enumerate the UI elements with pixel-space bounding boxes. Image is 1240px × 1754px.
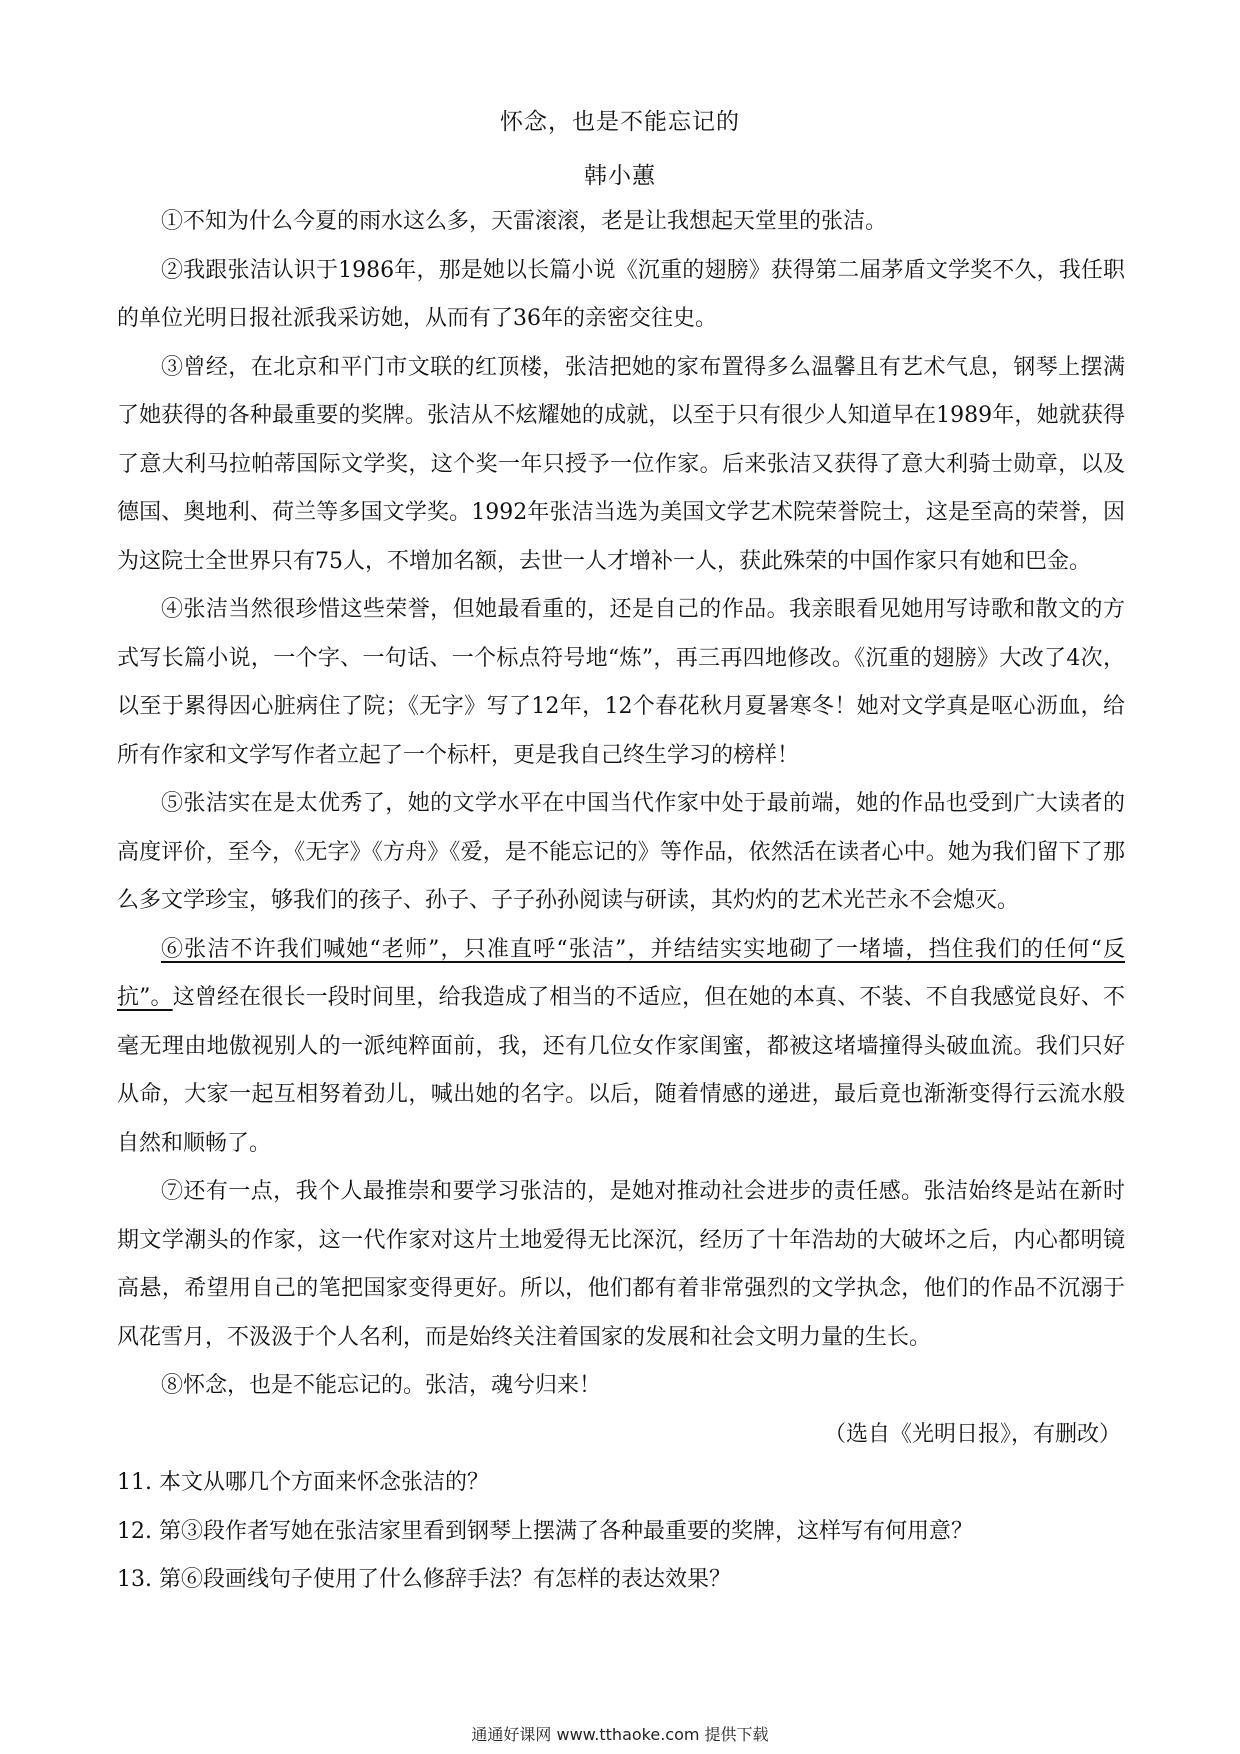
article-body <box>117 198 1125 1605</box>
paragraph-3: ③曾经，在北京和平门市文联的红顶楼，张洁把她的家布置得多么温馨且有艺术气息，钢琴上摆满了她获得的各种最重要的奖牌。张洁从不炫耀她的成就，以至于只有很少人知道早在1989年，她就获得了意大利马拉帕蒂国际文学奖，这个奖一年只授予一位作家。后来张洁又获得了意大利骑士勋章，以及德国、奥地利、荷兰等多国文学奖。1992年张洁当选为美国文学艺术院荣誉院士，这是至高的荣誉，因为这院士全世界只有75人，不增加名额，去世一人才增补一人，获此殊荣的中国作家只有她和巴金。 <box>117 354 1125 574</box>
question-12: 12. 第③段作者写她在张洁家里看到钢琴上摆满了各种最重要的奖牌，这样写有何用意？ <box>117 1518 973 1544</box>
article-author: 韩小蕙 <box>584 163 656 189</box>
article-source: （选自《光明日报》，有删改） <box>823 1421 1121 1447</box>
paragraph-7: ⑦还有一点，我个人最推崇和要学习张洁的，是她对推动社会进步的责任感。张洁始终是站在新时期文学潮头的作家，这一代作家对这片土地爱得无比深沉，经历了十年浩劫的大破坏之后，内心都明镜高悬，希望用自己的笔把国家变得更好。所以，他们都有着非常强烈的文学执念，他们的作品不沉溺于风花雪月，不汲汲于个人名利，而是始终关注着国家的发展和社会文明力量的生长。 <box>117 1179 1125 1350</box>
question-13: 13. 第⑥段画线句子使用了什么修辞手法？有怎样的表达效果？ <box>117 1567 731 1592</box>
paragraph-1: ①不知为什么今夏的雨水这么多，天雷滚滚，老是让我想起天堂里的张洁。 <box>161 209 888 234</box>
question-11: 11. 本文从哪几个方面来怀念张洁的？ <box>117 1470 489 1495</box>
paragraph-8: ⑧怀念，也是不能忘记的。张洁，魂兮归来！ <box>161 1373 602 1398</box>
paragraph-4: ④张洁当然很珍惜这些荣誉，但她最看重的，还是自己的作品。我亲眼看见她用写诗歌和散文的方式写长篇小说，一个字、一句话、一个标点符号地“炼”，再三再四地修改。《沉重的翅膀》大改了4次，以至于累得因心脏病住了院；《无字》写了12年，12个春花秋月夏暑寒冬！她对文学真是呕心沥血，给所有作家和文学写作者立起了一个标杆，更是我自己终生学习的榜样！ <box>117 597 1125 768</box>
article-title: 怀念，也是不能忘记的 <box>500 109 740 135</box>
paragraph-6 <box>117 926 1125 1169</box>
page-footer: 通通好课网 www.tthaoke.com 提供下载 <box>471 1725 769 1744</box>
question-list <box>117 1459 1125 1605</box>
paragraph-6-rest: 这曾经在很长一段时间里，给我造成了相当的不适应，但在她的本真、不装、不自我感觉良好、不毫无理由地傲视别人的一派纯粹面前，我，还有几位女作家闺蜜，都被这堵墙撞得头破血流。我们只好从命，大家一起互相努着劲儿，喊出她的名字。以后，随着情感的递进，最后竟也渐渐变得行云流水般自然和顺畅了。 <box>117 985 1125 1156</box>
paragraph-5: ⑤张洁实在是太优秀了，她的文学水平在中国当代作家中处于最前端，她的作品也受到广大读者的高度评价，至今，《无字》《方舟》《爱，是不能忘记的》等作品，依然活在读者心中。她为我们留下了那么多文学珍宝，够我们的孩子、孙子、子子孙孙阅读与研读，其灼灼的艺术光芒永不会熄灭。 <box>117 791 1125 913</box>
underlined-sentence: ⑥张洁不许我们喊她“老师”，只准直呼“张洁”，并结结实实地砌了一堵墙，挡住我们的任何“反抗”。 <box>117 936 1125 1010</box>
paragraph-2: ②我跟张洁认识于1986年，那是她以长篇小说《沉重的翅膀》获得第二届茅盾文学奖不久，我任职的单位光明日报社派我采访她，从而有了36年的亲密交往史。 <box>117 257 1125 331</box>
